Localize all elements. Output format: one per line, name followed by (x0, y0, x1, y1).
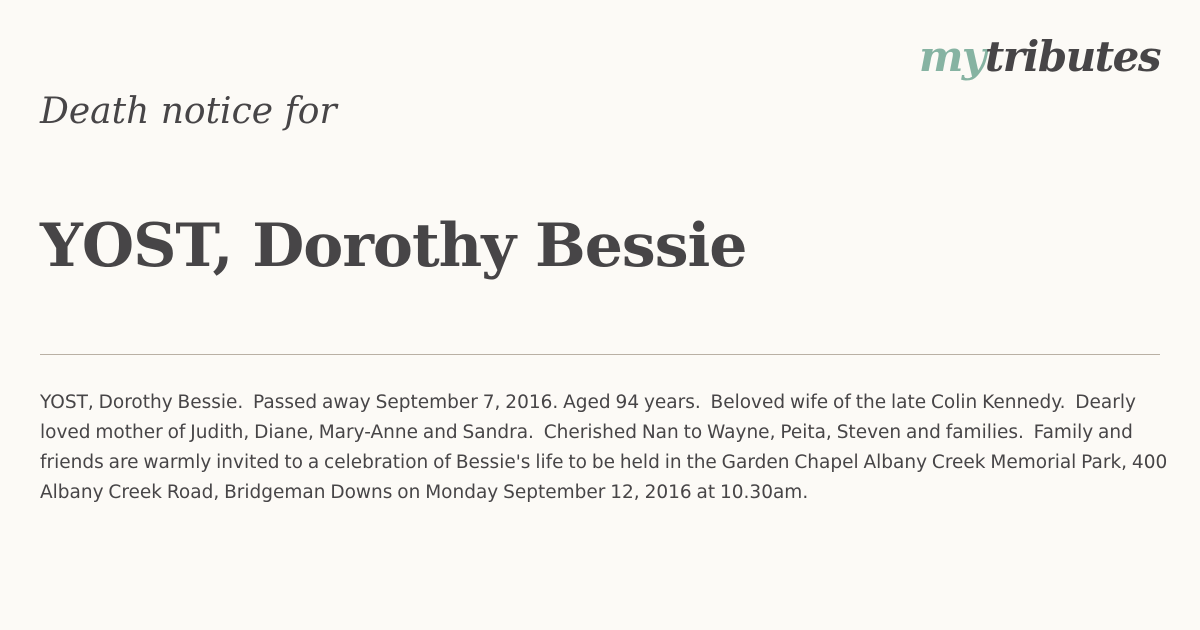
mytributes-logo[interactable] (918, 32, 1160, 81)
death-notice-kicker: Death notice for (40, 91, 337, 132)
divider (40, 354, 1160, 355)
notice-text: YOST, Dorothy Bessie. Passed away September 7, 2016. Aged 94 years. Beloved wife of the late Colin Kennedy. Dearly loved mother of Judith, Diane, Mary-Anne and Sandra. Cherished Nan to Wayne, Peita, Steven and families. Family and friends are warmly invited to a celebration of Bessie's life to be held in the Garden Chapel Albany Creek Memorial Park, 400 Albany Creek Road, Bridgeman Downs on Monday September 12, 2016 at 10.30am. (40, 392, 1173, 503)
logo-tributes: tributes (984, 32, 1160, 81)
logo-my: my (918, 32, 985, 81)
deceased-name: YOST, Dorothy Bessie (40, 211, 747, 281)
